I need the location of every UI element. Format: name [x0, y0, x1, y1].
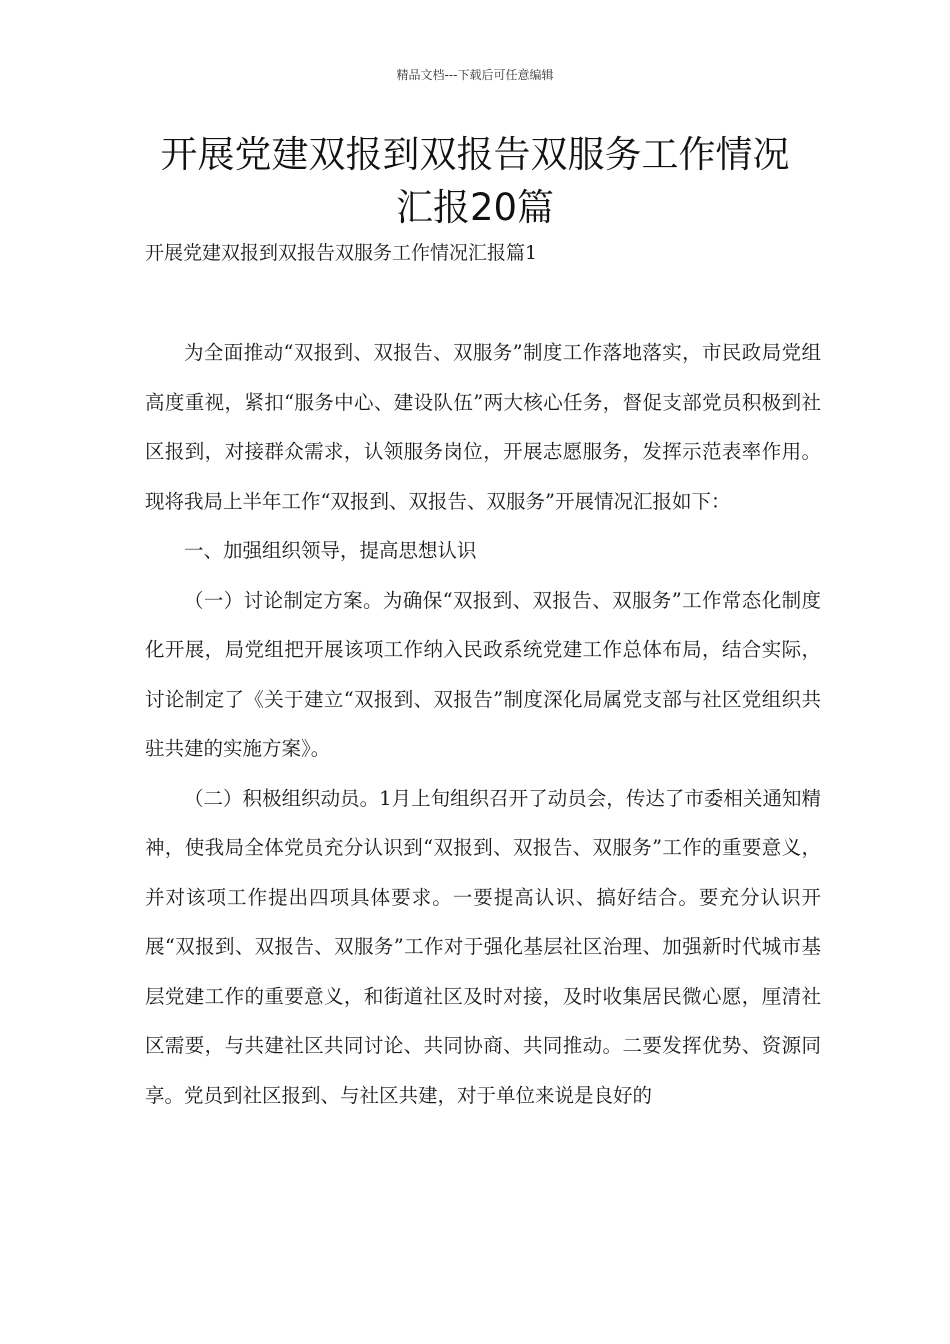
- document-title: [0, 128, 950, 234]
- paragraph-intro: 为全面推动“双报到、双报告、双服务”制度工作落地落实，市民政局党组高度重视，紧扣“服务中心、建设队伍”两大核心任务，督促支部党员积极到社区报到，对接群众需求，认领服务岗位，开展志愿服务，发挥示范表率作用。现将我局上半年工作“双报到、双报告、双服务”开展情况汇报如下：: [145, 341, 821, 513]
- paragraph-heading-1: 一、加强组织领导，提高思想认识: [184, 539, 477, 562]
- paragraph-section-1-2: （二）积极组织动员。1月上旬组织召开了动员会，传达了市委相关通知精神，使我局全体党员充分认识到“双报到、双报告、双服务”工作的重要意义，并对该项工作提出四项具体要求。一要提高认识、搞好结合。要充分认识开展“双报到、双报告、双服务”工作对于强化基层社区治理、加强新时代城市基层党建工作的重要意义，和街道社区及时对接，及时收集居民微心愿，厘清社区需要，与共建社区共同讨论、共同协商、共同推动。二要发挥优势、资源同享。党员到社区报到、与社区共建，对于单位来说是良好的: [145, 786, 821, 1107]
- section-subtitle: 开展党建双报到双报告双服务工作情况汇报篇1: [145, 242, 538, 264]
- page-header: 精品文档---下载后可任意编辑: [396, 68, 554, 82]
- paragraph-section-1-1: （一）讨论制定方案。为确保“双报到、双报告、双服务”工作常态化制度化开展，局党组把开展该项工作纳入民政系统党建工作总体布局，结合实际，讨论制定了《关于建立“双报到、双报告”制度深化局属党支部与社区党组织共驻共建的实施方案》。: [145, 588, 821, 760]
- title-line-2: 汇报20篇: [395, 186, 555, 229]
- title-line-1: 开展党建双报到双报告双服务工作情况: [160, 133, 790, 176]
- document-body: [145, 328, 821, 1120]
